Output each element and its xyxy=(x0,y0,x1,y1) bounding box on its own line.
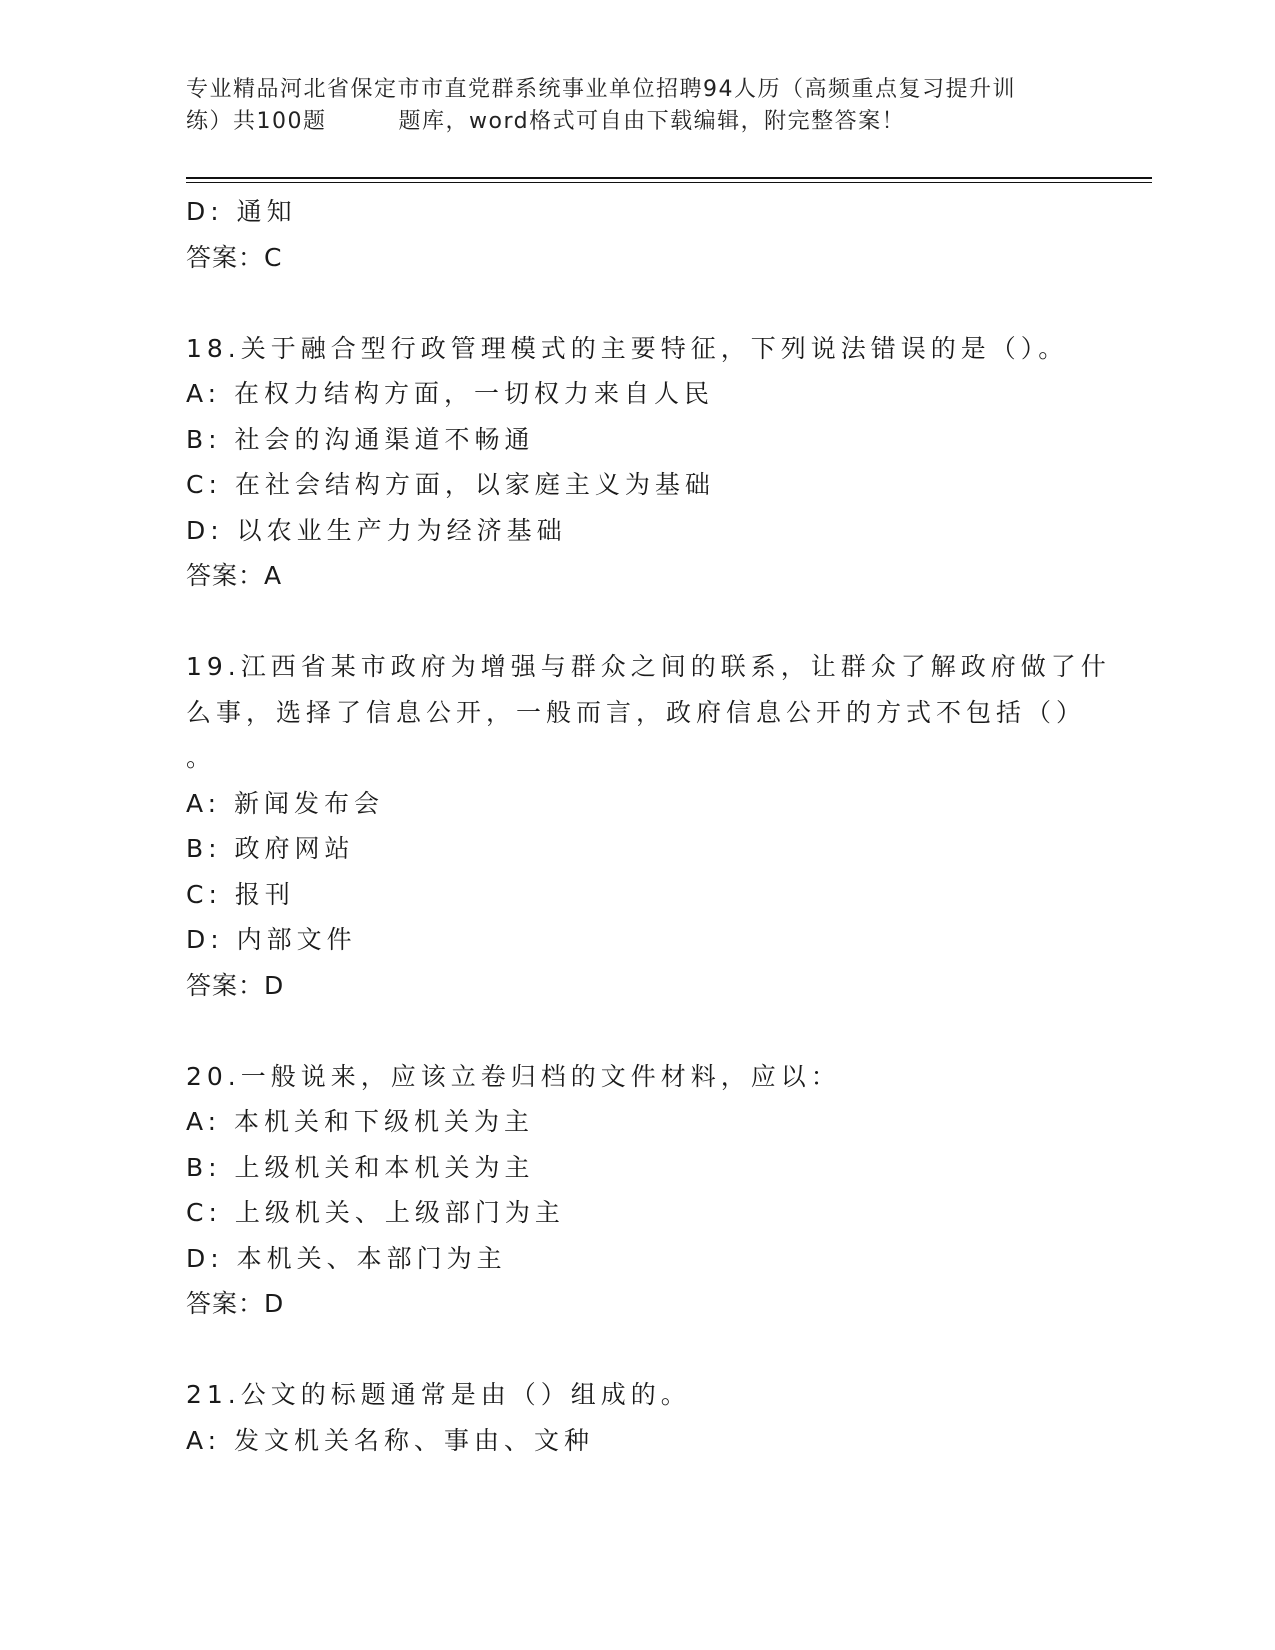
page-header xyxy=(186,74,1086,138)
q18-option-a: A: 在权力结构方面，一切权力来自人民 xyxy=(186,379,715,408)
header-rule-thin xyxy=(186,182,1152,183)
q21-stem: 21.公文的标题通常是由（）组成的。 xyxy=(186,1380,691,1409)
q20-option-b: B: 上级机关和本机关为主 xyxy=(186,1152,535,1182)
header-title-line2 xyxy=(186,106,1086,138)
q20-option-a: A: 本机关和下级机关为主 xyxy=(186,1107,535,1136)
spacer xyxy=(186,599,1086,645)
q19-stem-line3: 。 xyxy=(186,743,217,772)
q20-stem: 20.一般说来，应该立卷归档的文件材料，应以： xyxy=(186,1061,841,1091)
q18-option-b: B: 社会的沟通渠道不畅通 xyxy=(186,424,535,454)
spacer xyxy=(186,1008,1086,1054)
q18-stem: 18.关于融合型行政管理模式的主要特征，下列说法错误的是（）。 xyxy=(186,333,1069,363)
q19-option-a: A: 新闻发布会 xyxy=(186,788,385,818)
spacer xyxy=(186,280,1086,326)
q20-option-c: C: 上级机关、上级部门为主 xyxy=(186,1198,565,1227)
q18-option-c: C: 在社会结构方面，以家庭主义为基础 xyxy=(186,470,715,499)
q18-answer: 答案：A xyxy=(186,561,283,590)
q17-answer: 答案：C xyxy=(186,242,283,272)
question-list xyxy=(186,189,1111,1463)
q19-option-b: B: 政府网站 xyxy=(186,834,355,863)
header-title-part-b: 题库，word格式可自由下载编辑，附完整答案！ xyxy=(398,109,906,134)
header-title-line1: 专业精品河北省保定市市直党群系统事业单位招聘94人历（高频重点复习提升训 xyxy=(186,77,1016,102)
header-title-part-a: 练）共100题 xyxy=(186,109,327,134)
q19-option-d: D: 内部文件 xyxy=(186,925,357,954)
q19-stem-line2: 么事，选择了信息公开，一般而言，政府信息公开的方式不包括（） xyxy=(186,697,1087,727)
q17-option-d: D: 通知 xyxy=(186,197,297,226)
q19-answer: 答案：D xyxy=(186,970,285,1000)
q18-option-d: D: 以农业生产力为经济基础 xyxy=(186,515,567,545)
q19-option-c: C: 报刊 xyxy=(186,879,295,909)
q20-answer: 答案：D xyxy=(186,1289,285,1318)
spacer xyxy=(186,1327,1086,1373)
q20-option-d: D: 本机关、本部门为主 xyxy=(186,1243,507,1273)
q19-stem-line1: 19.江西省某市政府为增强与群众之间的联系，让群众了解政府做了什 xyxy=(186,652,1111,681)
q21-option-a: A: 发文机关名称、事由、文种 xyxy=(186,1425,595,1455)
header-rule-thick xyxy=(186,177,1152,179)
